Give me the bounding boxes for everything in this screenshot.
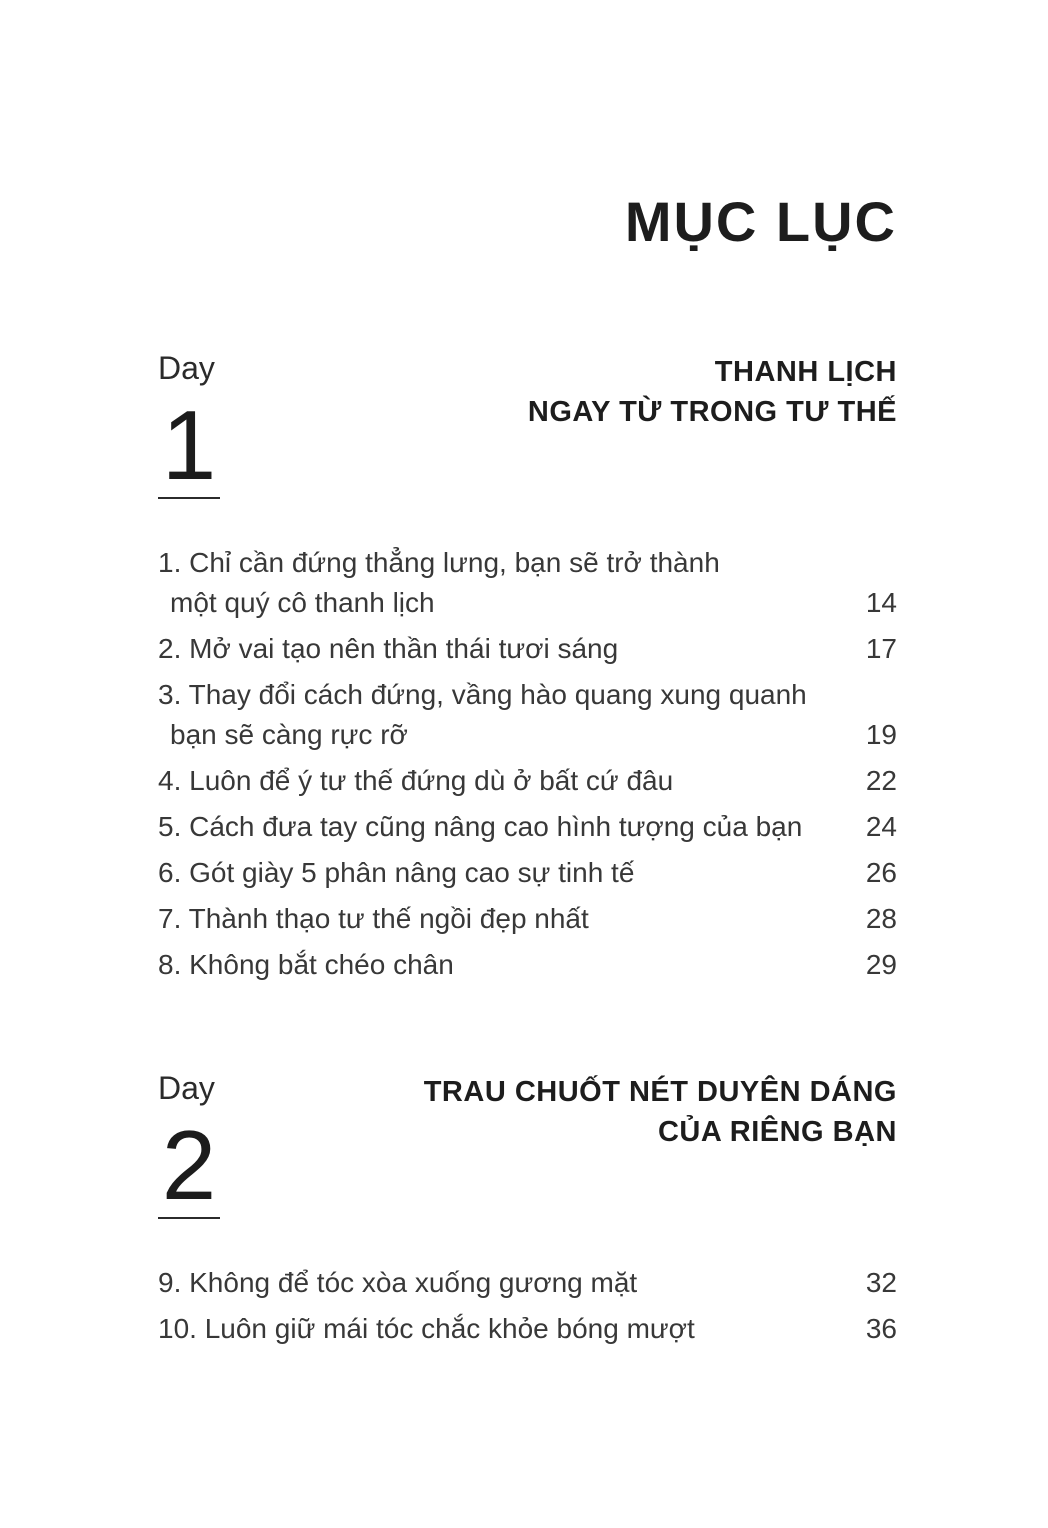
toc-entry-title [158, 853, 634, 893]
toc-entry-title [158, 945, 454, 985]
toc-entry-line: 1. Chỉ cần đứng thẳng lưng, bạn sẽ trở thành [158, 547, 720, 578]
toc-entry-page: 14 [865, 587, 897, 618]
day-number: 1 [161, 390, 217, 500]
day-number: 2 [161, 1110, 217, 1220]
toc-entry-line: 9. Không để tóc xòa xuống gương mặt [158, 1267, 638, 1298]
toc-entry-line: 7. Thành thạo tư thế ngồi đẹp nhất [158, 903, 589, 934]
toc-entry-title [158, 761, 673, 801]
toc-entry [158, 629, 897, 669]
section-heading-line: NGAY TỪ TRONG TƯ THẾ [527, 396, 897, 428]
page-title: MỤC LỤC [624, 190, 897, 253]
toc-entry [158, 761, 897, 801]
toc-entry-page: 17 [865, 633, 897, 664]
toc-entry-title [158, 629, 618, 669]
section-heading [424, 1072, 897, 1152]
section-header [158, 1070, 897, 1219]
toc-entry [158, 675, 897, 755]
toc-entry [158, 945, 897, 985]
day-label: Day [158, 1070, 215, 1106]
toc-entry [158, 543, 897, 623]
toc-entry-page: 28 [865, 903, 897, 934]
sections-container [158, 350, 897, 1349]
toc-entry-title [158, 807, 802, 847]
toc-entry-line: 4. Luôn để ý tư thế đứng dù ở bất cứ đâu [158, 765, 674, 796]
toc-entry-title [158, 543, 720, 623]
toc-entry-title [158, 899, 589, 939]
toc-entry [158, 1309, 897, 1349]
toc-entry-page: 26 [865, 857, 897, 888]
day-block [158, 1070, 228, 1219]
toc-entry-title [158, 1309, 695, 1349]
toc-entry-line: một quý cô thanh lịch [170, 587, 435, 618]
toc-entry-page: 24 [865, 811, 897, 842]
day-label: Day [158, 350, 215, 386]
toc-entry [158, 807, 897, 847]
toc-entry-line: 8. Không bắt chéo chân [158, 949, 454, 980]
section-heading [528, 352, 897, 432]
toc-entry-line: 3. Thay đổi cách đứng, vầng hào quang xung quanh [158, 679, 807, 710]
toc-entry-page: 32 [865, 1267, 897, 1298]
toc-section [158, 1070, 897, 1349]
toc-entry [158, 853, 897, 893]
toc-entry-page: 22 [865, 765, 897, 796]
toc-entry [158, 1263, 897, 1303]
section-heading-line: CỦA RIÊNG BẠN [657, 1116, 897, 1148]
toc-entry [158, 899, 897, 939]
section-header [158, 350, 897, 499]
toc-entry-title [158, 1263, 637, 1303]
toc-section [158, 350, 897, 985]
day-block [158, 350, 228, 499]
toc-entry-line: 2. Mở vai tạo nên thần thái tươi sáng [158, 633, 619, 664]
toc-list [158, 1263, 897, 1349]
toc-entry-line: bạn sẽ càng rực rỡ [170, 719, 408, 750]
toc-entry-page: 19 [865, 719, 897, 750]
toc-entry-line: 10. Luôn giữ mái tóc chắc khỏe bóng mượt [158, 1313, 695, 1344]
section-heading-line: THANH LỊCH [714, 356, 897, 388]
toc-entry-line: 6. Gót giày 5 phân nâng cao sự tinh tế [158, 857, 635, 888]
toc-entry-page: 36 [865, 1313, 897, 1344]
toc-list [158, 543, 897, 985]
toc-entry-line: 5. Cách đưa tay cũng nâng cao hình tượng của bạn [158, 811, 803, 842]
section-heading-line: TRAU CHUỐT NÉT DUYÊN DÁNG [423, 1076, 897, 1108]
toc-entry-title [158, 675, 807, 755]
toc-entry-page: 29 [865, 949, 897, 980]
